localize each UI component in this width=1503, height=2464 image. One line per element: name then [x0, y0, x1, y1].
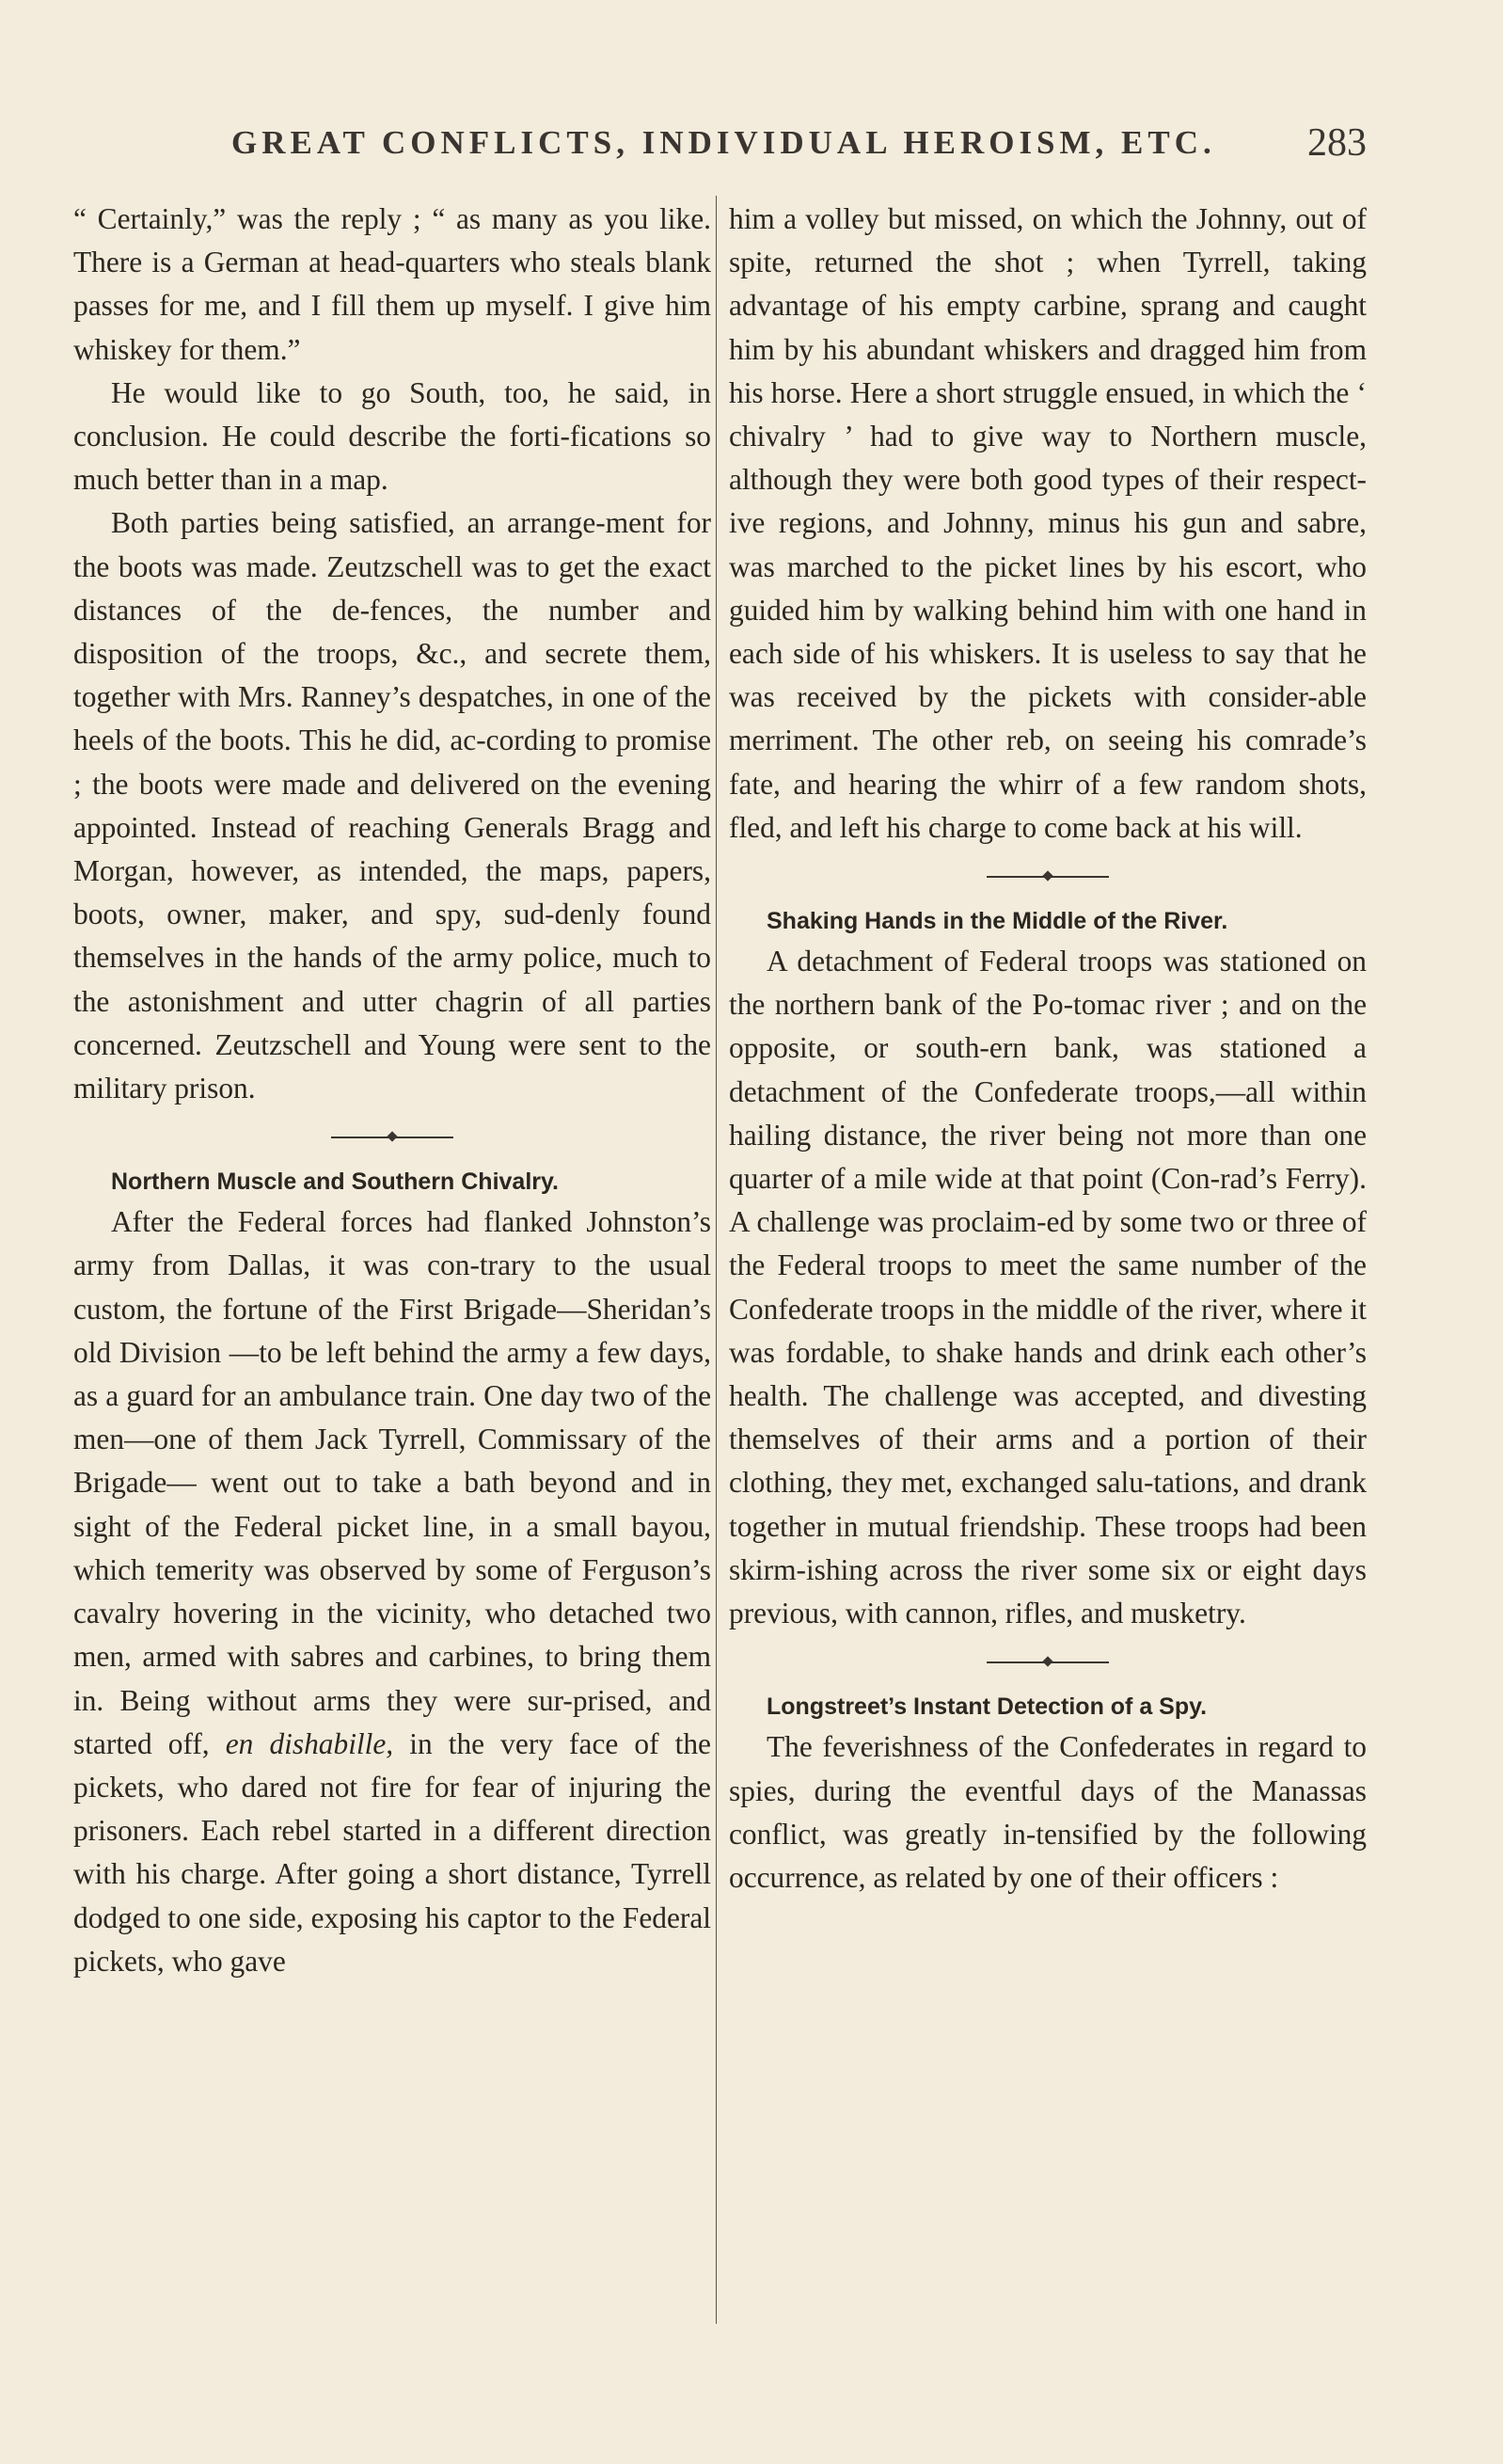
page-header [73, 120, 1367, 169]
paragraph-federal-forces-text-1: After the Federal forces had flanked Johnston’s army from Dallas, it was con-trary to the usual custom, the fortune of the First Brigade—Sheridan’s old Division —to be left behind the army a few days, as a guard for an ambulance train. One day two of the men—one of them Jack Tyrrell, Commissary of the Brigade— went out to take a bath beyond and in sight of the Federal picket line, in a small bayou, which temerity was observed by some of Ferguson’s cavalry hovering in the vicinity, who detached two men, armed with sabres and carbines, to bring them in. Being without arms they were sur-prised, and started off, [73, 1205, 711, 1760]
paragraph-boots-arrangement: Both parties being satisfied, an arrange-ment for the boots was made. Zeutzschell was to get the exact distances of the de-fences, the number and disposition of the troops, &c., and secrete them, together with Mrs. Ranney’s despatches, in one of the heels of the boots. This he did, ac-cording to promise ; the boots were made and delivered on the evening appointed. Instead of reaching Generals Bragg and Morgan, however, as intended, the maps, papers, boots, owner, maker, and spy, sud-denly found themselves in the hands of the army police, much to the astonishment and utter chagrin of all parties concerned. Zeutzschell and Young were sent to the military prison. [73, 506, 711, 1105]
running-head: GREAT CONFLICTS, INDIVIDUAL HEROISM, ETC. [231, 124, 1216, 161]
column-divider [716, 196, 717, 2324]
section-heading-northern-muscle: Northern Muscle and Southern Chivalry. [111, 1168, 560, 1196]
paragraph-federal-forces-text-2: in the very face of the pickets, who dared not fire for fear of injuring the prisoners. Each rebel started in a different direction with his charge. After going a short distance, Tyrrell dodged to one side, exposing his captor to the Federal pickets, who gave [73, 1726, 711, 1978]
paragraph-federal-forces [73, 1200, 711, 1983]
paragraph-detachment: A detachment of Federal troops was stationed on the northern bank of the Po-tomac river ; and on the opposite, or south-ern bank, was stationed a detachment of the Confederate troops,—all within hailing distance, the river being not more than one quarter of a mile wide at that point (Con-rad’s Ferry). A challenge was proclaim-ed by some two or three of the Federal troops to meet the same number of the Confederate troops in the middle of the river, where it was fordable, to shake hands and drink each other’s health. The challenge was accepted, and divesting themselves of their arms and a portion of their clothing, they met, exchanged salu-tations, and drank together in mutual friendship. These troops had been skirm-ishing across the river some six or eight days previous, with cannon, rifles, and musketry. [729, 945, 1367, 1630]
section-separator [73, 1110, 711, 1163]
section-separator [729, 850, 1367, 902]
left-column [73, 198, 711, 1983]
paragraph-certainly: “ Certainly,” was the reply ; “ as many as you like. There is a German at head-quarters who steals blank passes for me, and I fill them up myself. I give him whiskey for them.” [73, 202, 711, 366]
right-column [729, 198, 1367, 1900]
section-heading-shaking-hands: Shaking Hands in the Middle of the River. [767, 908, 1228, 935]
section-separator [729, 1635, 1367, 1688]
section-heading-longstreet: Longstreet’s Instant Detection of a Spy. [767, 1693, 1208, 1721]
paragraph-volley: him a volley but missed, on which the Johnny, out of spite, returned the shot ; when Tyrrell, taking advantage of his empty carbine, sprang and caught him by his abundant whiskers and dragged him from his horse. Here a short struggle ensued, in which the ‘ chivalry ’ had to give way to Northern muscle, although they were both good types of their respect-ive regions, and Johnny, minus his gun and sabre, was marched to the picket lines by his escort, who guided him by walking behind him with one hand in each side of his whiskers. It is useless to say that he was received by the pickets with consider-able merriment. The other reb, on seeing his comrade’s fate, and hearing the whirr of a few random shots, fled, and left his charge to come back at his will. [729, 202, 1367, 844]
paragraph-go-south: He would like to go South, too, he said, in conclusion. He could describe the forti-fications so much better than in a map. [73, 375, 711, 497]
page-number: 283 [1307, 121, 1367, 165]
paragraph-feverishness: The feverishness of the Confederates in regard to spies, during the eventful days of the Manassas conflict, was greatly in-tensified by the following occurrence, as related by one of their officers : [729, 1730, 1367, 1894]
italic-phrase: en dishabille, [225, 1726, 394, 1760]
